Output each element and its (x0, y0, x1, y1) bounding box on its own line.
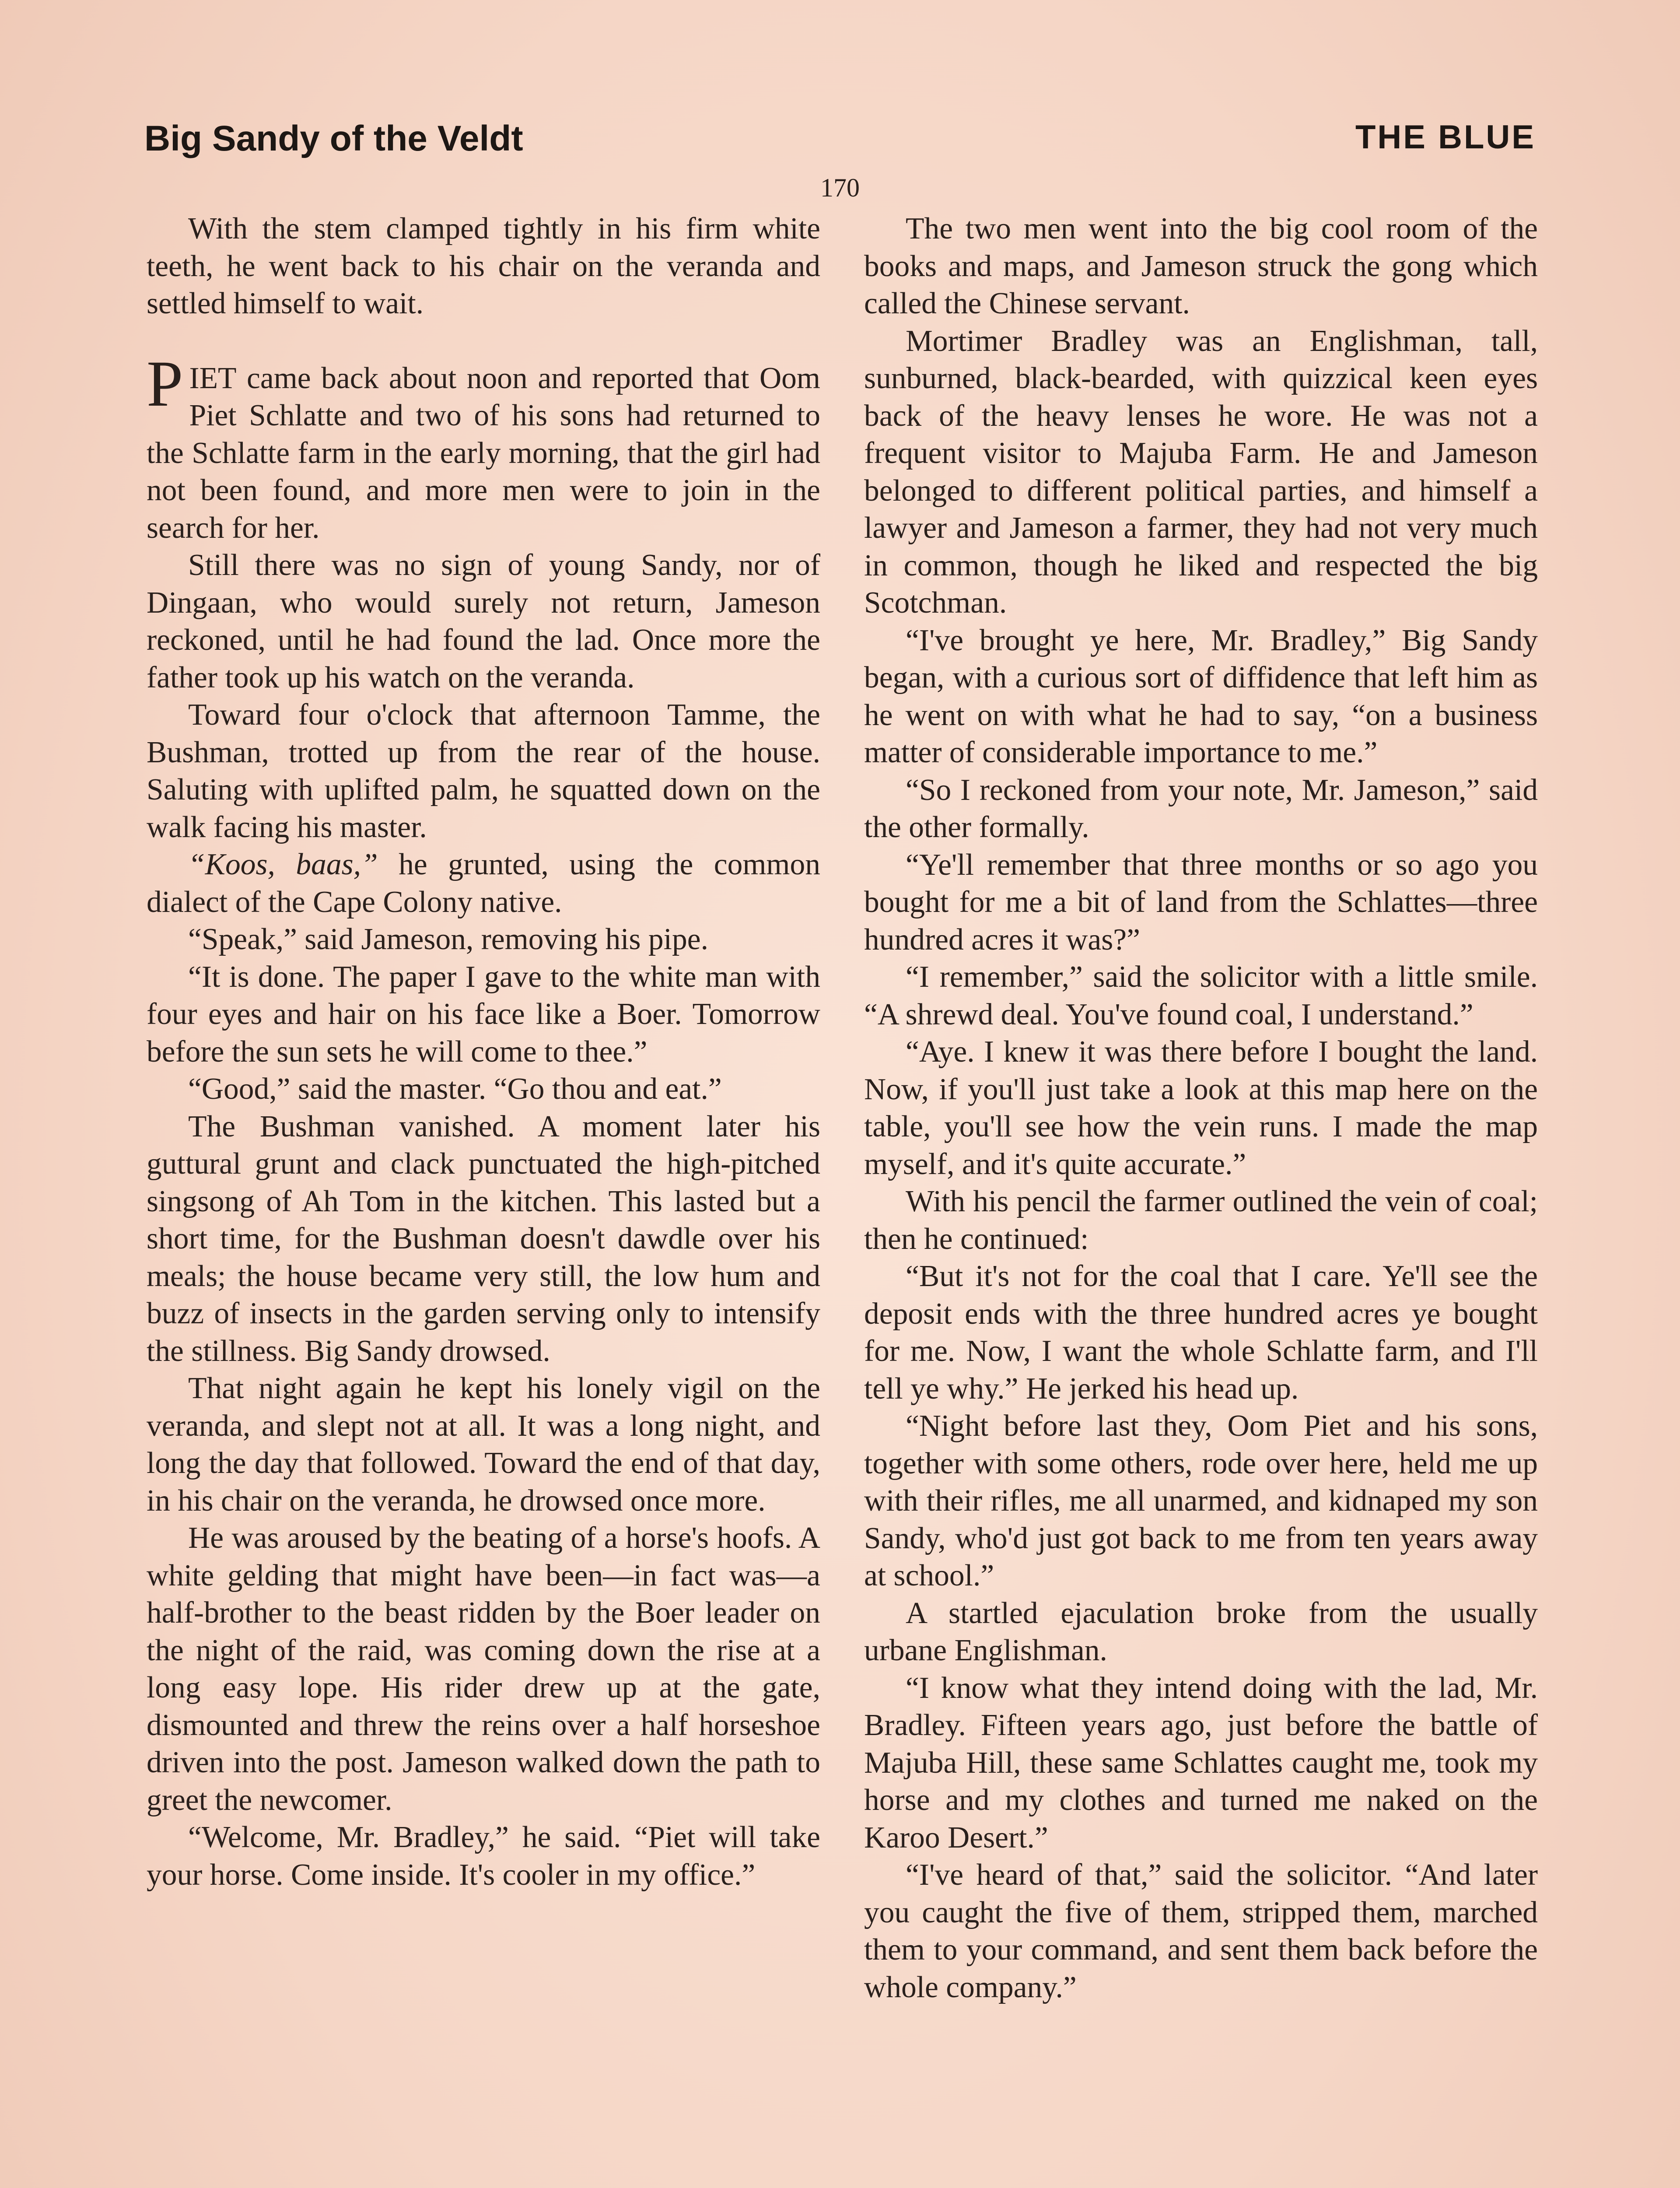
paragraph: Toward four o'clock that afternoon Tamme, the Bushman, trotted up from the rear of the house. Saluting with uplifted palm, he squatted down on the walk facing his master. (147, 698, 820, 844)
page-number: 170 (820, 173, 860, 202)
drop-cap: P (147, 347, 183, 420)
paragraph: The Bushman vanished. A moment later his guttural grunt and clack punctuated the high-pitched singsong of Ah Tom in the kitchen. This lasted but a short time, for the Bushman doesn't dawdle over his meals; the house became very still, the low hum and buzz of insects in the garden serving only to intensify the stillness. Big Sandy drowsed. (147, 1109, 820, 1368)
paragraph: A startled ejaculation broke from the usually urbane Englishman. (864, 1596, 1538, 1667)
paragraph: With his pencil the farmer outlined the vein of coal; then he continued: (864, 1185, 1538, 1256)
paragraph: With the stem clamped tightly in his firm white teeth, he went back to his chair on the veranda and settled himself to wait. (147, 212, 820, 320)
italic-dialect: “Koos, baas,” (188, 848, 378, 881)
paragraph: Mortimer Bradley was an Englishman, tall, sunburned, black-bearded, with quizzical keen eyes back of the heavy lenses he wore. He was not a frequent visitor to Majuba Farm. He and Jameson belonged to different political parties, and himself a lawyer and Jameson a farmer, they had not very much in common, though he liked and respected the big Scotchman. (864, 324, 1538, 620)
paragraph: Still there was no sign of young Sandy, nor of Dingaan, who would surely not return, Jameson reckoned, until he had found the lad. Once more the father took up his watch on the veranda. (147, 548, 820, 694)
paragraph: “Aye. I knew it was there before I bought the land. Now, if you'll just take a look at this map here on the table, you'll see how the vein runs. I made the map myself, and it's quite accurate.” (864, 1035, 1538, 1181)
magazine-title: THE BLUE (1355, 119, 1536, 156)
story-title: Big Sandy of the Veldt (144, 119, 523, 158)
paragraph: “So I reckoned from your note, Mr. Jameson,” said the other formally. (864, 773, 1538, 844)
paragraph-text: he grunted, using the common dialect of the Cape Colony native. (147, 848, 820, 919)
paragraph: “Speak,” said Jameson, removing his pipe. (188, 922, 708, 956)
right-column (864, 210, 1538, 2006)
paragraph: He was aroused by the beating of a horse's hoofs. A white gelding that might have been—in fact was—a half-brother to the beast ridden by the Boer leader on the night of the raid, was coming down the rise at a long easy lope. His rider drew up at the gate, dismounted and threw the reins over a half horseshoe driven into the post. Jameson walked down the path to greet the newcomer. (147, 1521, 820, 1817)
paragraph: “I've heard of that,” said the solicitor. “And later you caught the five of them, stripped them, marched them to your command, and sent them back before the whole company.” (864, 1858, 1538, 2004)
paragraph (147, 846, 820, 921)
paragraph: The two men went into the big cool room of the books and maps, and Jameson struck the gong which called the Chinese servant. (864, 212, 1538, 320)
running-head (144, 118, 1536, 171)
paragraph-dropcap (147, 347, 820, 547)
paragraph: “It is done. The paper I gave to the white man with four eyes and hair on his face like a Boer. Tomorrow before the sun sets he will come to thee.” (147, 960, 820, 1069)
paragraph: “Ye'll remember that three months or so ago you bought for me a bit of land from the Schlattes—three hundred acres it was?” (864, 848, 1538, 957)
small-caps-lead: IET (189, 361, 237, 395)
paragraph: “I remember,” said the solicitor with a little smile. “A shrewd deal. You've found coal, I understand.” (864, 960, 1538, 1031)
paragraph: “Night before last they, Oom Piet and his sons, together with some others, rode over here, held me up with their rifles, me all unarmed, and kidnaped my son Sandy, who'd just got back to me from ten years away at school.” (864, 1409, 1538, 1592)
paragraph: “But it's not for the coal that I care. Ye'll see the deposit ends with the three hundred acres ye bought for me. Now, I want the whole Schlatte farm, and I'll tell ye why.” He jerked his head up. (864, 1259, 1538, 1406)
paragraph: “I've brought ye here, Mr. Bradley,” Big Sandy began, with a curious sort of diffidence that left him as he went on with what he had to say, “on a business matter of considerable importance to me.” (864, 623, 1538, 769)
paragraph: “Good,” said the master. “Go thou and eat.” (188, 1072, 722, 1106)
paragraph: That night again he kept his lonely vigil on the veranda, and slept not at all. It was a long night, and long the day that followed. Toward the end of that day, in his chair on the veranda, he drowsed once more. (147, 1371, 820, 1518)
paragraph-text: came back about noon and reported that Oom Piet Schlatte and two of his sons had returned to the Schlatte farm in the early morning, that the girl had not been found, and more men were to join in the search for her. (147, 361, 820, 545)
paragraph: “Welcome, Mr. Bradley,” he said. “Piet will take your horse. Come inside. It's cooler in my office.” (147, 1820, 820, 1892)
left-column (147, 210, 820, 1893)
paragraph: “I know what they intend doing with the lad, Mr. Bradley. Fifteen years ago, just before the battle of Majuba Hill, these same Schlattes caught me, took my horse and my clothes and turned me naked on the Karoo Desert.” (864, 1671, 1538, 1855)
